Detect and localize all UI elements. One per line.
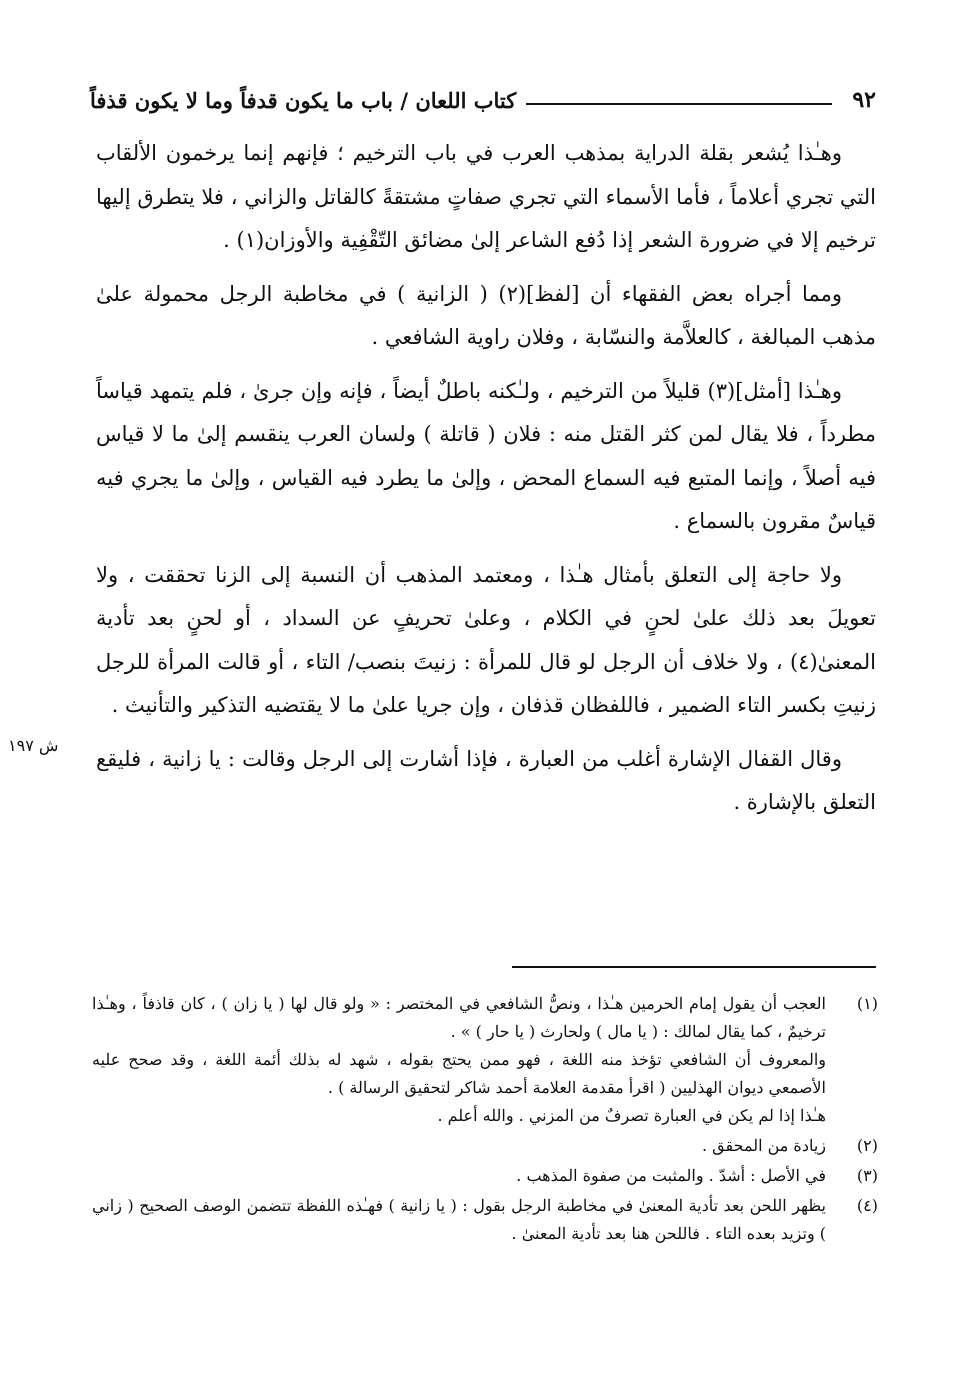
running-title: كتاب اللعان / باب ما يكون قدفاً وما لا يكون قذفاً xyxy=(90,87,517,113)
footnote-number: (١) xyxy=(856,994,878,1013)
footnote-text: هـٰذا إذا لم يكن في العبارة تصرفٌ من المزني . والله أعلم . xyxy=(437,1106,826,1125)
footnote-number: (٤) xyxy=(856,1196,878,1215)
paragraph: وهـٰذا [أمثل](٣) قليلاً من الترخيم ، ولـٰكنه باطلٌ أيضاً ، فإنه وإن جرىٰ ، فلم يتمهد قياساً مطرداً ، فلا يقال لمن كثر القتل منه : فلان ( قاتلة ) ولسان العرب ينقسم إلىٰ ما لا قياس فيه أصلاً ، وإنما المتبع فيه السماع المحض ، وإلىٰ ما يطرد فيه القياس ، وإلىٰ ما يجري فيه قياسٌ مقرون بالسماع . xyxy=(96,378,876,533)
footnote-text: زيادة من المحقق . xyxy=(702,1136,826,1155)
footnote xyxy=(92,1162,878,1190)
footnote-text: يظهر اللحن بعد تأدية المعنىٰ في مخاطبة الرجل بقول : ( يا زانية ) فهـٰذه اللفظة تتضمن الوصف الصحيح ( زاني ) وتزيد بعده التاء . فاللحن هنا بعد تأدية المعنىٰ . xyxy=(92,1196,826,1243)
footnote-number: (٢) xyxy=(856,1136,878,1155)
footnotes xyxy=(92,990,878,1250)
page-number: ٩٢ xyxy=(852,87,876,113)
footnote-text: والمعروف أن الشافعي تؤخذ منه اللغة ، فهو ممن يحتج بقوله ، شهد له بذلك أئمة اللغة ، وقد صحح عليه الأصمعي ديوان الهذليين ( اقرأ مقدمة العلامة أحمد شاكر لتحقيق الرسالة ) . xyxy=(92,1050,827,1097)
footnote-text: العجب أن يقول إمام الحرمين هـٰذا ، ونصُّ الشافعي في المختصر : « ولو قال لها ( يا زان ) ، كان قاذفاً ، وهـٰذا ترخيمٌ ، كما يقال لمالك : ( يا مال ) ولحارث ( يا حار ) » . xyxy=(92,994,826,1041)
margin-folio-note: ش ١٩٧ xyxy=(8,736,59,755)
footnote xyxy=(92,1192,878,1248)
footnote xyxy=(92,1132,878,1160)
footnote xyxy=(92,990,878,1130)
footnote-text: في الأصل : أشدّ . والمثبت من صفوة المذهب . xyxy=(516,1166,826,1185)
footnote-separator xyxy=(512,966,876,968)
paragraph: وهـٰذا يُشعر بقلة الدراية بمذهب العرب في باب الترخيم ؛ فإنهم إنما يرخمون الألقاب التي تجري أعلاماً ، فأما الأسماء التي تجري صفاتٍ مشتقةً كالقاتل والزاني ، فلا يتطرق إليها ترخيم إلا في ضرورة الشعر إذا دُفع الشاعر إلىٰ مضائق التّقْفِية والأوزان(١) . xyxy=(96,141,876,252)
header-rule xyxy=(526,103,832,105)
paragraph: ومما أجراه بعض الفقهاء أن [لفظ](٢) ( الزانية ) في مخاطبة الرجل محمولة علىٰ مذهب المبالغة ، كالعلاَّمة والنسّابة ، وفلان راوية الشافعي . xyxy=(96,281,876,349)
main-text xyxy=(96,132,876,835)
paragraph: وقال القفال الإشارة أغلب من العبارة ، فإذا أشارت إلى الرجل وقالت : يا زانية ، فليقع التعلق بالإشارة . xyxy=(96,746,876,814)
page-header xyxy=(90,78,876,122)
footnote-number: (٣) xyxy=(856,1166,878,1185)
paragraph: ولا حاجة إلى التعلق بأمثال هـٰذا ، ومعتمد المذهب أن النسبة إلى الزنا تحققت ، ولا تعويلَ بعد ذلك علىٰ لحنٍ في الكلام ، وعلىٰ تحريفٍ عن السداد ، أو لحنٍ بعد تأدية المعنىٰ(٤) ، ولا خلاف أن الرجل لو قال للمرأة : زنيتَ بنصب/ التاء ، أو قالت المرأة للرجل زنيتِ بكسر التاء الضمير ، فاللفظان قذفان ، وإن جريا علىٰ ما لا يقتضيه التذكير والتأنيث . xyxy=(96,562,876,717)
